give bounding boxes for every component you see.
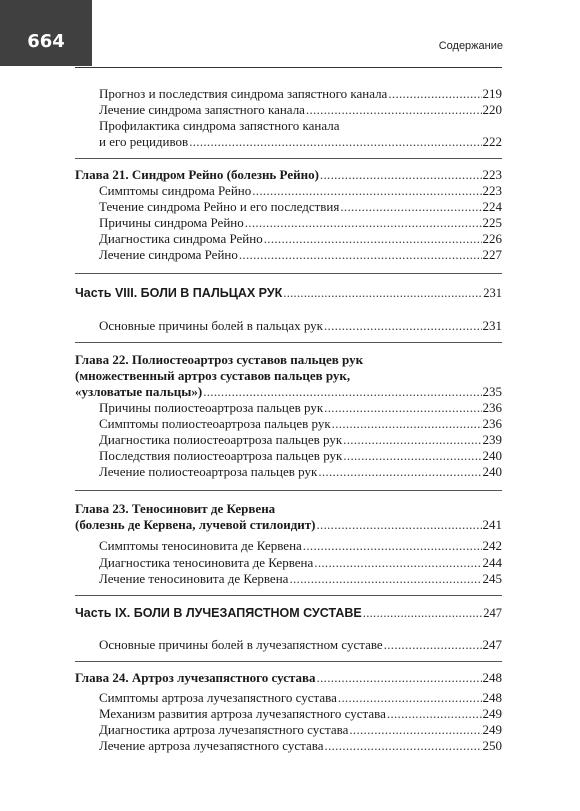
toc-entry[interactable]: Лечение артроза лучезапястного сустава ..... 250 <box>75 738 502 753</box>
running-header: Содержание <box>438 40 503 52</box>
section-divider <box>75 273 502 274</box>
chapter-heading[interactable]: Глава 24. Артроз лучезапястного сустава ..... 248 <box>75 670 502 685</box>
toc-entry[interactable]: Основные причины болей в лучезапястном суставе ..... 247 <box>75 637 502 652</box>
toc-entry[interactable]: и его рецидивов ..... 222 <box>75 134 502 149</box>
toc-entry[interactable]: Основные причины болей в пальцах рук ..... 231 <box>75 318 502 333</box>
toc-entry[interactable]: Симптомы синдрома Рейно ..... 223 <box>75 183 502 198</box>
section-divider <box>75 595 502 596</box>
part-heading[interactable]: Часть VIII. БОЛИ В ПАЛЬЦАХ РУК ..... 231 <box>75 286 502 301</box>
chapter-heading[interactable]: «узловатые пальцы») ..... 235 <box>75 384 502 399</box>
toc-entry[interactable]: Лечение теносиновита де Кервена ..... 245 <box>75 571 502 586</box>
toc-entry[interactable]: Диагностика полиостеоартроза пальцев рук ..... 239 <box>75 432 502 447</box>
section-divider <box>75 490 502 491</box>
toc-entry[interactable]: Механизм развития артроза лучезапястного сустава ..... 249 <box>75 706 502 721</box>
toc-entry[interactable]: Лечение синдрома запястного канала ..... 220 <box>75 102 502 117</box>
toc-entry[interactable]: Последствия полиостеоартроза пальцев рук ..... 240 <box>75 448 502 463</box>
chapter-heading-line: (множественный артроз суставов пальцев рук, <box>75 368 351 383</box>
toc-entry[interactable]: Лечение синдрома Рейно ..... 227 <box>75 247 502 262</box>
toc-entry[interactable]: Прогноз и последствия синдрома запястного канала ..... 219 <box>75 86 502 101</box>
chapter-heading[interactable]: Глава 21. Синдром Рейно (болезнь Рейно) ..... 223 <box>75 167 502 182</box>
part-heading[interactable]: Часть IX. БОЛИ В ЛУЧЕЗАПЯСТНОМ СУСТАВЕ ..... 247 <box>75 606 502 621</box>
section-divider <box>75 661 502 662</box>
chapter-heading-line: Глава 22. Полиостеоартроз суставов пальцев рук <box>75 352 364 367</box>
section-divider <box>75 158 502 159</box>
toc-entry[interactable]: Симптомы артроза лучезапястного сустава ..... 248 <box>75 690 502 705</box>
section-divider <box>75 342 502 343</box>
toc-entry[interactable]: Причины полиостеоартроза пальцев рук ..... 236 <box>75 400 502 415</box>
toc-entry[interactable]: Лечение полиостеоартроза пальцев рук ..... 240 <box>75 464 502 479</box>
chapter-heading-line: Глава 23. Теносиновит де Кервена <box>75 501 276 516</box>
chapter-heading[interactable]: (болезнь де Кервена, лучевой стилоидит) ..... 241 <box>75 517 502 532</box>
toc-entry[interactable]: Диагностика теносиновита де Кервена ..... 244 <box>75 555 502 570</box>
toc-entry[interactable]: Диагностика артроза лучезапястного сустава ..... 249 <box>75 722 502 737</box>
toc-entry[interactable]: Течение синдрома Рейно и его последствия ..... 224 <box>75 199 502 214</box>
toc-entry[interactable]: Симптомы полиостеоартроза пальцев рук ..... 236 <box>75 416 502 431</box>
page-number-tab <box>0 0 92 66</box>
toc-entry[interactable]: Симптомы теносиновита де Кервена ..... 242 <box>75 538 502 553</box>
toc-entry[interactable]: Диагностика синдрома Рейно ..... 226 <box>75 231 502 246</box>
toc-entry[interactable]: Причины синдрома Рейно ..... 225 <box>75 215 502 230</box>
toc-entry-line: Профилактика синдрома запястного канала <box>99 118 340 133</box>
page-number: 664 <box>27 31 65 52</box>
header-rule <box>75 67 502 68</box>
